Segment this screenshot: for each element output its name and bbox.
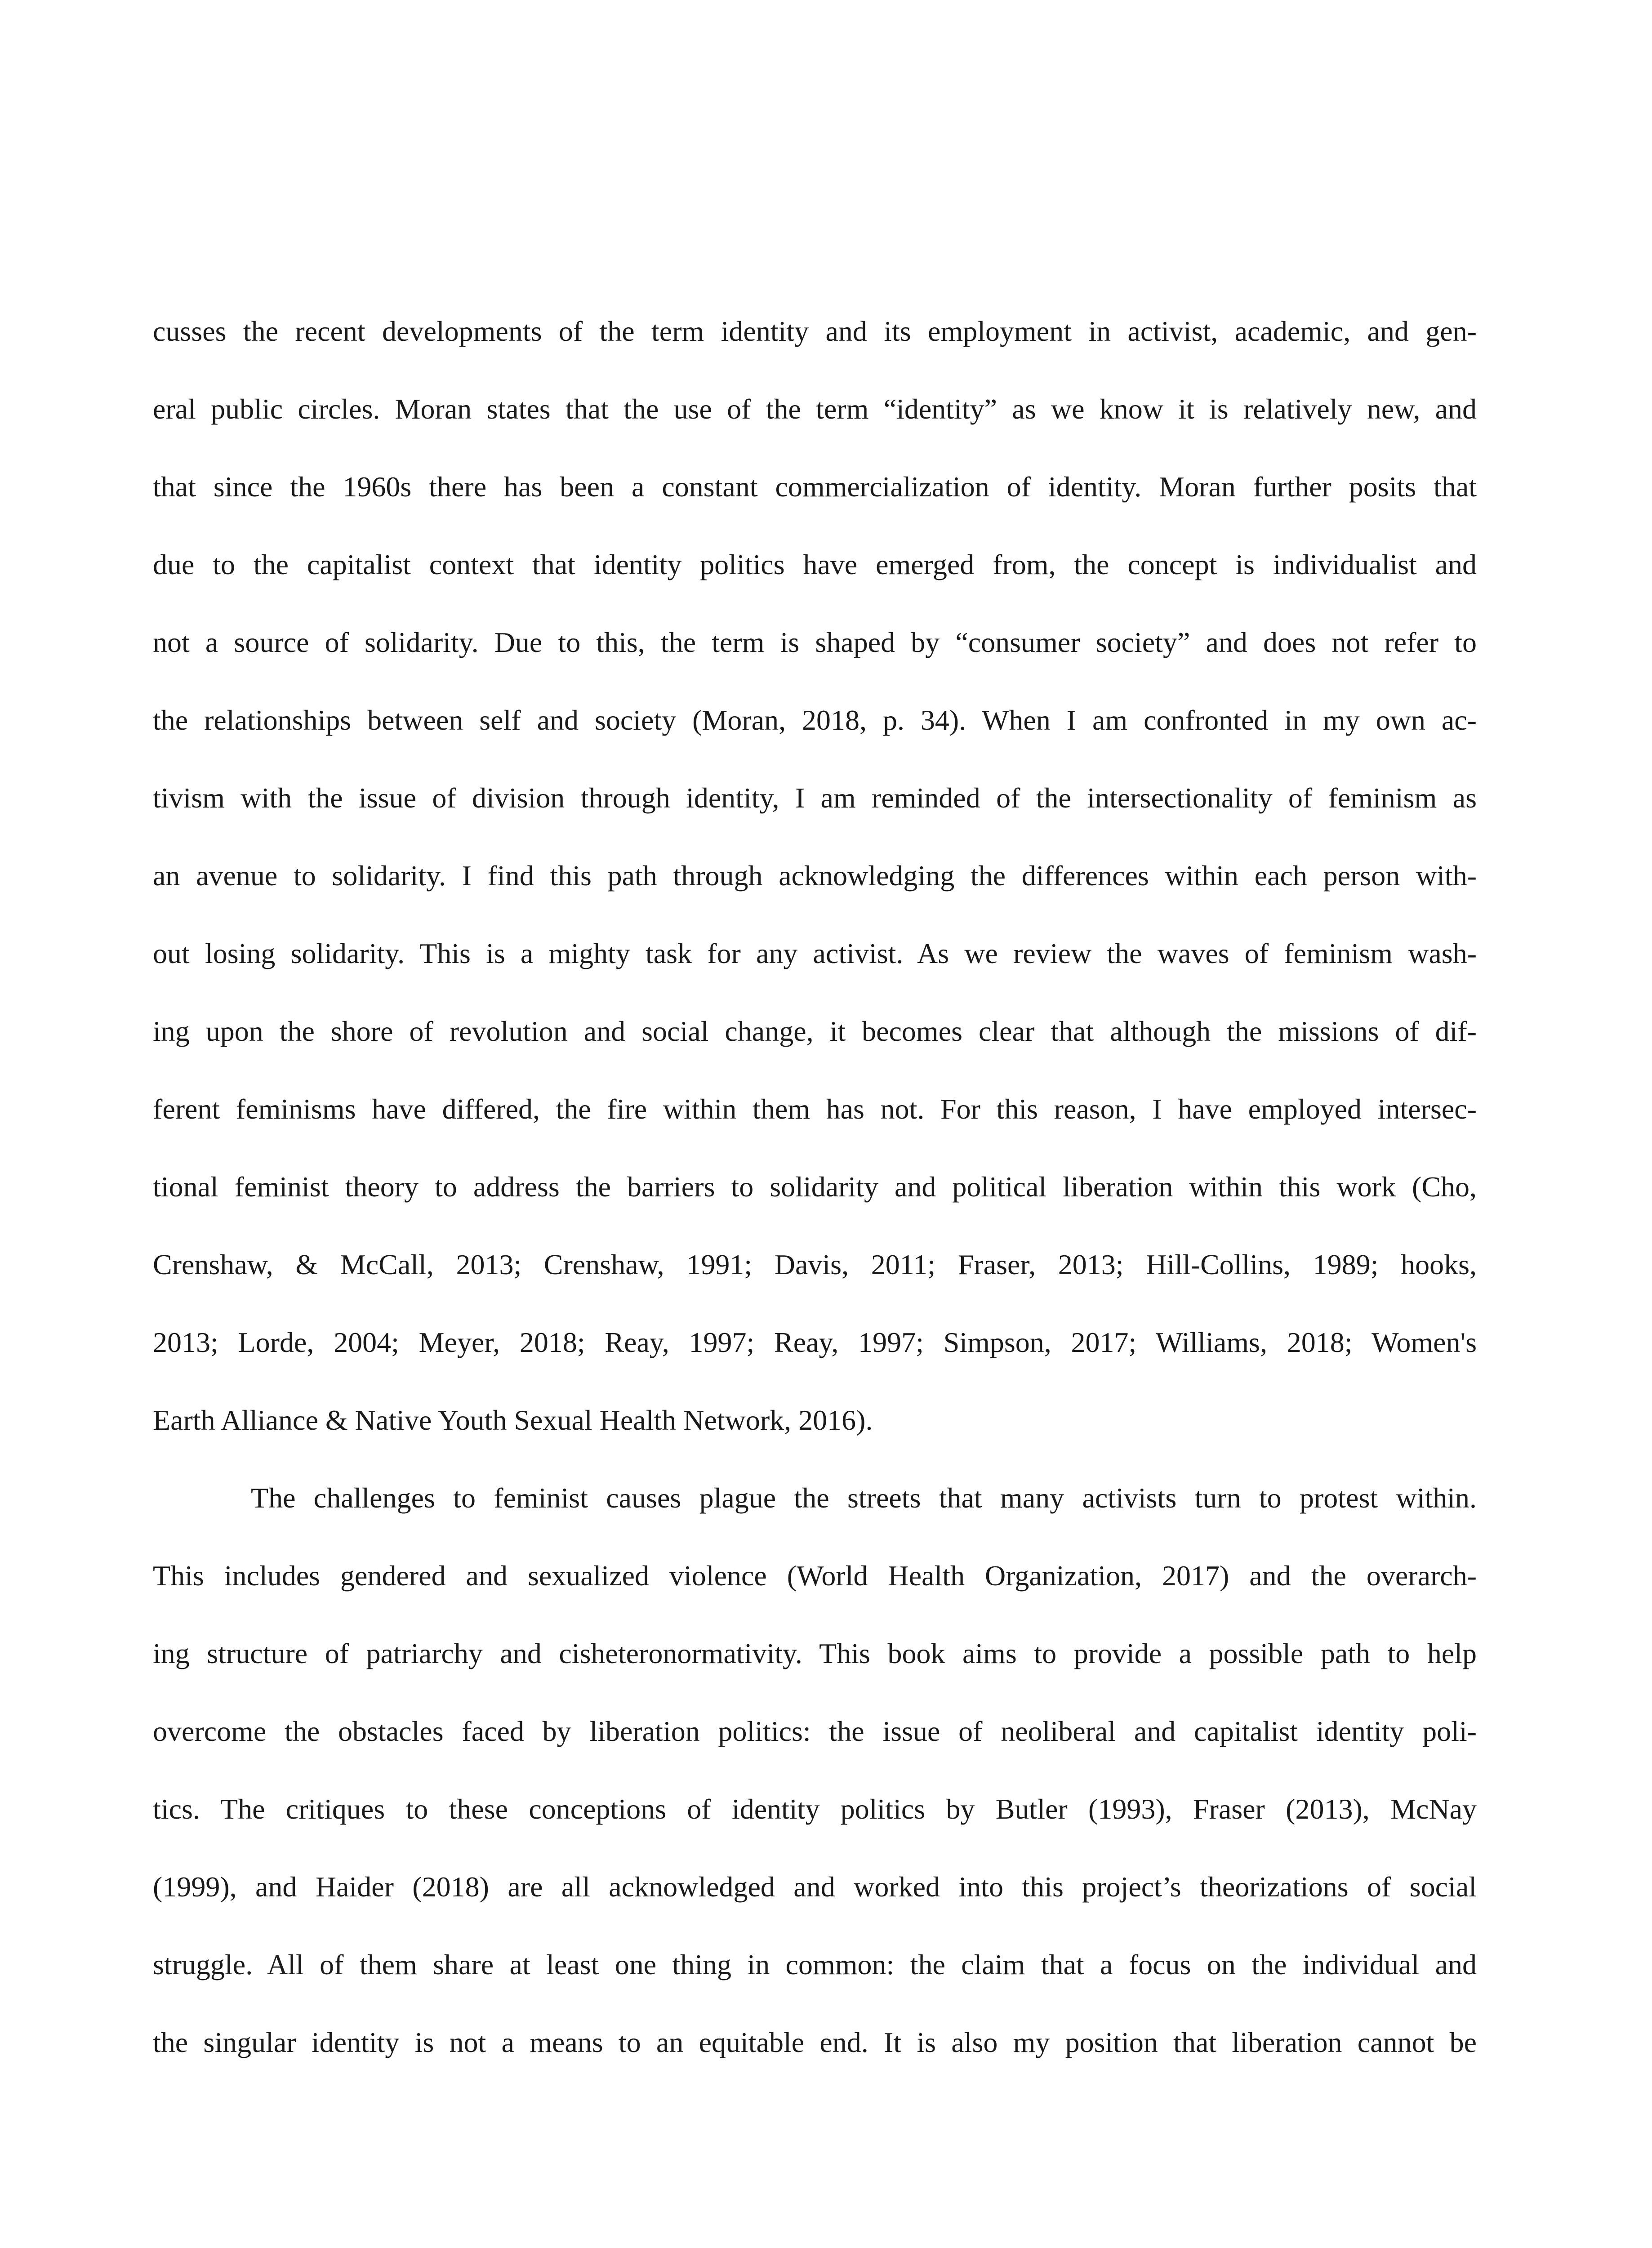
text-line: tivism with the issue of division through identity, I am reminded of the intersectionality of feminism as (153, 782, 1477, 814)
page-body (153, 292, 1477, 2081)
paragraph-1 (153, 292, 1477, 1459)
text-line: the relationships between self and society (Moran, 2018, p. 34). When I am confronted in my own ac- (153, 704, 1477, 736)
text-line: tional feminist theory to address the barriers to solidarity and political liberation within this work (Cho, (153, 1171, 1477, 1203)
text-line: that since the 1960s there has been a constant commercialization of identity. Moran further posits that (153, 471, 1477, 503)
text-line: the singular identity is not a means to an equitable end. It is also my position that liberation cannot be (153, 2026, 1477, 2058)
text-line: Earth Alliance & Native Youth Sexual Health Network, 2016). (153, 1404, 873, 1436)
text-line: The challenges to feminist causes plague the streets that many activists turn to protest within. (251, 1482, 1477, 1514)
text-line: cusses the recent developments of the term identity and its employment in activist, academic, and gen- (153, 315, 1477, 347)
text-line: eral public circles. Moran states that the use of the term “identity” as we know it is relatively new, and (153, 393, 1477, 425)
paragraph-2 (153, 1459, 1477, 2081)
text-line: ing upon the shore of revolution and social change, it becomes clear that although the missions of dif- (153, 1015, 1477, 1047)
text-line: not a source of solidarity. Due to this, the term is shaped by “consumer society” and does not refer to (153, 626, 1477, 658)
text-line: due to the capitalist context that identity politics have emerged from, the concept is individualist and (153, 549, 1477, 580)
text-line: ferent feminisms have differed, the fire within them has not. For this reason, I have employed intersec- (153, 1093, 1477, 1125)
text-line: ing structure of patriarchy and cisheteronormativity. This book aims to provide a possible path to help (153, 1637, 1477, 1669)
text-line: 2013; Lorde, 2004; Meyer, 2018; Reay, 1997; Reay, 1997; Simpson, 2017; Williams, 2018; Women's (153, 1326, 1477, 1358)
text-line: tics. The critiques to these conceptions of identity politics by Butler (1993), Fraser (2013), McNay (153, 1793, 1477, 1825)
text-line: Crenshaw, & McCall, 2013; Crenshaw, 1991; Davis, 2011; Fraser, 2013; Hill-Collins, 1989; hooks, (153, 1249, 1477, 1280)
text-line: struggle. All of them share at least one thing in common: the claim that a focus on the individual and (153, 1949, 1477, 1980)
text-line: overcome the obstacles faced by liberation politics: the issue of neoliberal and capitalist identity poli- (153, 1715, 1477, 1747)
text-line: (1999), and Haider (2018) are all acknowledged and worked into this project’s theorizations of social (153, 1871, 1477, 1903)
text-line: This includes gendered and sexualized violence (World Health Organization, 2017) and the overarch- (153, 1560, 1477, 1592)
text-line: an avenue to solidarity. I find this path through acknowledging the differences within each person with- (153, 860, 1477, 892)
text-line: out losing solidarity. This is a mighty task for any activist. As we review the waves of feminism wash- (153, 937, 1477, 969)
